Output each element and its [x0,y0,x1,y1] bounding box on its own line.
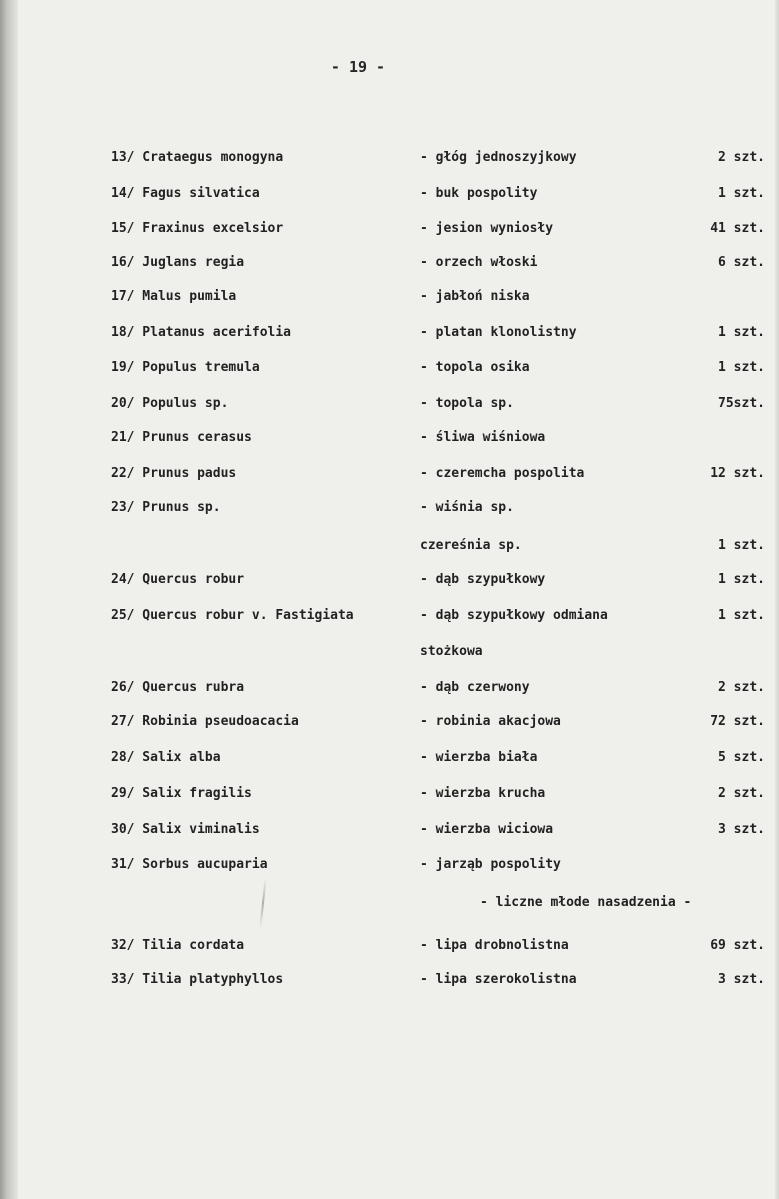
polish-name: - dąb szypułkowy odmiana [420,608,608,623]
item-count: 1 szt. [718,538,765,553]
paper-edge [775,0,779,1199]
list-item [0,857,779,879]
list-item [0,786,779,808]
polish-name: - topola sp. [420,396,514,411]
planting-note: - liczne młode nasadzenia - [480,895,692,910]
polish-name: - orzech włoski [420,255,538,270]
latin-name: 26/ Quercus rubra [111,680,245,695]
item-count: 2 szt. [718,150,765,165]
list-item [0,644,779,666]
item-count: 75szt. [718,396,765,411]
latin-name: 14/ Fagus silvatica [111,186,260,201]
list-item [0,325,779,347]
polish-name: - dąb czerwony [420,680,530,695]
latin-name: 31/ Sorbus aucuparia [111,857,268,872]
polish-name: - jesion wyniosły [420,221,554,236]
list-item [0,972,779,994]
item-count: 1 szt. [718,325,765,340]
polish-name: - wiśnia sp. [420,500,514,515]
list-item [0,608,779,630]
latin-name: 33/ Tilia platyphyllos [111,972,284,987]
latin-name: 23/ Prunus sp. [111,500,221,515]
list-item [0,680,779,702]
polish-name: - lipa drobnolistna [420,938,569,953]
list-item [0,750,779,772]
list-item [0,186,779,208]
item-count: 3 szt. [718,972,765,987]
latin-name: 16/ Juglans regia [111,255,245,270]
polish-name: - topola osika [420,360,530,375]
latin-name: 25/ Quercus robur v. Fastigiata [111,608,354,623]
latin-name: 21/ Prunus cerasus [111,430,252,445]
polish-name: - jabłoń niska [420,289,530,304]
latin-name: 28/ Salix alba [111,750,221,765]
list-item [0,255,779,277]
polish-name: - buk pospolity [420,186,538,201]
list-item [0,430,779,452]
item-count: 6 szt. [718,255,765,270]
page-number: - 19 - [330,58,386,76]
latin-name: 29/ Salix fragilis [111,786,252,801]
list-item [0,500,779,522]
latin-name: 22/ Prunus padus [111,466,237,481]
latin-name: 13/ Crataegus monogyna [111,150,284,165]
item-count: 2 szt. [718,680,765,695]
polish-name: - wierzba krucha [420,786,546,801]
latin-name: 24/ Quercus robur [111,572,245,587]
polish-name: - wierzba wiciowa [420,822,554,837]
list-item [0,714,779,736]
item-count: 2 szt. [718,786,765,801]
item-count: 69 szt. [710,938,765,953]
list-item [0,822,779,844]
item-count: 5 szt. [718,750,765,765]
list-item [0,360,779,382]
item-count: 1 szt. [718,572,765,587]
latin-name: 32/ Tilia cordata [111,938,245,953]
list-item [0,221,779,243]
polish-name: - dąb szypułkowy [420,572,546,587]
list-item [0,538,779,560]
polish-name: - wierzba biała [420,750,538,765]
list-item [0,150,779,172]
latin-name: 27/ Robinia pseudoacacia [111,714,299,729]
list-item [0,396,779,418]
latin-name: 15/ Fraxinus excelsior [111,221,284,236]
latin-name: 20/ Populus sp. [111,396,229,411]
list-item [0,572,779,594]
latin-name: 17/ Malus pumila [111,289,237,304]
item-count: 1 szt. [718,608,765,623]
list-item [0,466,779,488]
polish-name: - robinia akacjowa [420,714,561,729]
scan-binding-shadow [0,0,18,1199]
polish-name: - głóg jednoszyjkowy [420,150,577,165]
list-item [0,938,779,960]
polish-name: - lipa szerokolistna [420,972,577,987]
polish-name: czereśnia sp. [420,538,522,553]
polish-name: stożkowa [420,644,483,659]
paper-sheet [18,0,779,1199]
item-count: 41 szt. [710,221,765,236]
polish-name: - śliwa wiśniowa [420,430,546,445]
item-count: 72 szt. [710,714,765,729]
item-count: 12 szt. [710,466,765,481]
latin-name: 19/ Populus tremula [111,360,260,375]
polish-name: - jarząb pospolity [420,857,561,872]
polish-name: - czeremcha pospolita [420,466,585,481]
latin-name: 30/ Salix viminalis [111,822,260,837]
latin-name: 18/ Platanus acerifolia [111,325,292,340]
list-item [0,289,779,311]
item-count: 1 szt. [718,186,765,201]
item-count: 3 szt. [718,822,765,837]
polish-name: - platan klonolistny [420,325,577,340]
item-count: 1 szt. [718,360,765,375]
